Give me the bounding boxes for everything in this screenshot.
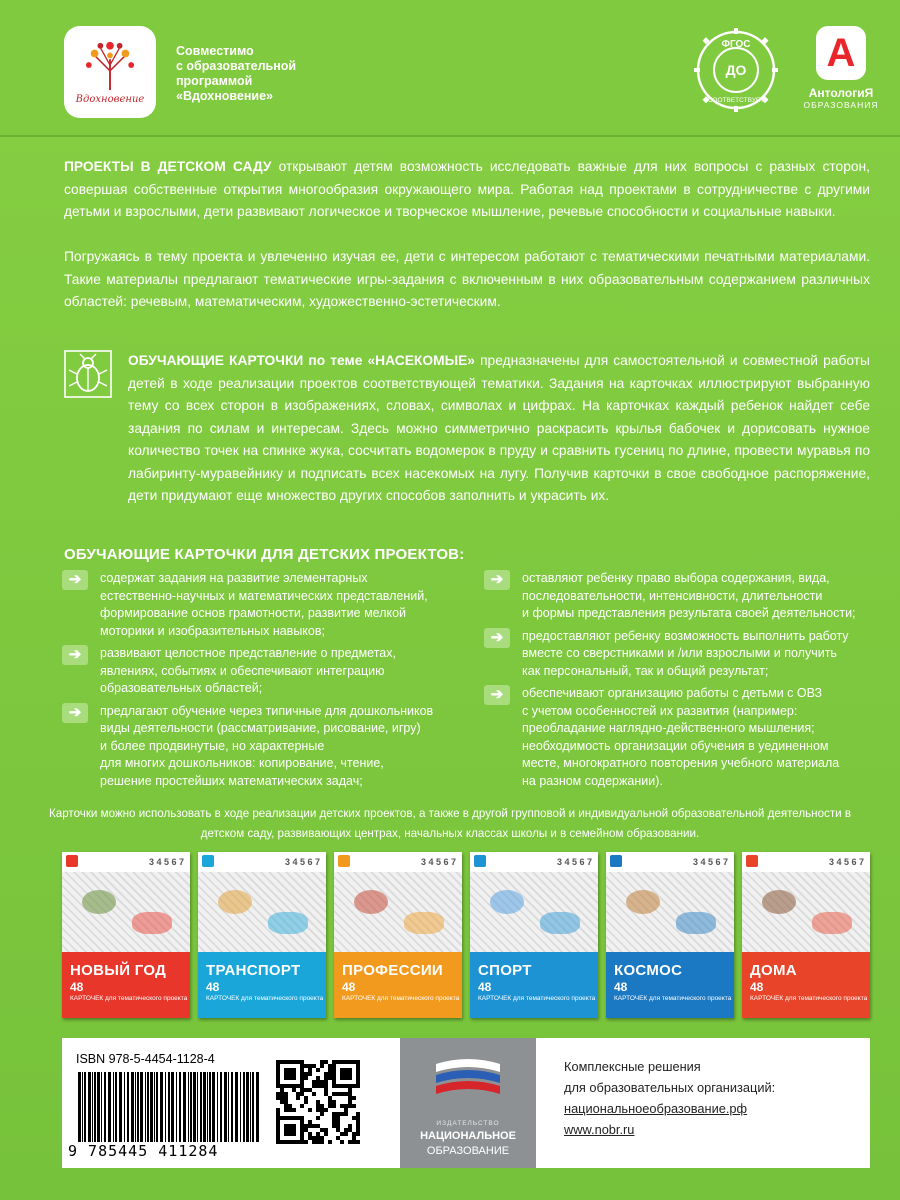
list-item-text: развивают целостное представление о предметах, явлениях, событиях и обеспечивают интеграцию образовательных областей; [100,646,396,695]
book-subtitle: КАРТОЧЕК для тематического проекта [342,995,460,1002]
barcode [76,1072,260,1142]
tree-icon [81,40,139,92]
book-ages: 3 4 5 6 7 [556,857,592,867]
book-count: 48 [750,980,764,994]
list-item [62,703,462,791]
publisher-name-line2: ОБРАЗОВАНИЕ [426,1145,510,1157]
list-item [62,570,462,640]
cards-lead: ОБУЧАЮЩИЕ КАРТОЧКИ по теме «НАСЕКОМЫЕ» [128,353,475,368]
compat-line: программой [176,74,253,88]
arrow-right-icon: ➔ [484,685,510,705]
series-icon [202,855,214,867]
contact-line: Комплексные решения [564,1059,701,1074]
list-item-text: оставляют ребенку право выбора содержания, вида, последовательности, интенсивности, длительности и формы представления результата своей деятельности; [522,571,856,620]
intro-paragraph [64,156,870,224]
book-subtitle: КАРТОЧЕК для тематического проекта [70,995,188,1002]
compat-line: Совместимо [176,44,254,58]
book-title-bar [334,952,462,1018]
book-title-bar [470,952,598,1018]
book-cover [198,852,326,1018]
arrow-right-icon: ➔ [62,703,88,723]
list-item-text: предлагают обучение через типичные для дошкольников виды деятельности (рассматривание, рисование, игру) и более продвинутые, но характерные для многих дошкольников: копирование, чтение, решение простейших математических задач; [100,703,434,788]
fgos-top-text: ФГОС [721,39,751,50]
vdokhnovenie-logo [64,26,156,118]
antologiya-name: АнтологиЯ [808,86,874,100]
book-cover [62,852,190,1018]
intro-paragraph-2: Погружаясь в тему проекта и увлеченно изучая ее, дети с интересом работают с тематическими печатными материалами. Такие материалы предлагают тематические игры-задания с включенным в них образовательным содержанием различных областей: речевым, математическим, художественно-эстетическим. [64,249,870,309]
book-cover [742,852,870,1018]
book-title: СПОРТ [478,962,532,979]
publisher-label: ИЗДАТЕЛЬСТВО [436,1120,500,1127]
book-title-bar [62,952,190,1018]
book-title-bar [198,952,326,1018]
flag-wings-icon [432,1056,504,1102]
book-title: ТРАНСПОРТ [206,962,301,979]
series-icon [338,855,350,867]
compatibility-note [176,44,336,104]
compat-line: «Вдохновение» [176,89,273,103]
website-link-rf[interactable]: национальноеобразование.рф [564,1101,748,1116]
series-icon [66,855,78,867]
book-subtitle: КАРТОЧЕК для тематического проекта [614,995,732,1002]
arrow-right-icon: ➔ [62,570,88,590]
list-item-text: предоставляют ребенку возможность выполнить работу вместе со сверстниками и /или взрослыми и получить как персональный, так и общий результат; [522,628,849,678]
book-count: 48 [342,980,356,994]
publisher-name-line1: НАЦИОНАЛЬНОЕ [420,1130,516,1142]
beetle-icon [64,350,112,398]
series-icon [474,855,486,867]
fgos-mid-text: ДО [725,62,747,78]
book-illustration [62,872,190,952]
qr-code [276,1060,360,1144]
contact-line: для образовательных организаций: [564,1080,776,1095]
book-illustration [742,872,870,952]
book-ages: 3 4 5 6 7 [284,857,320,867]
book-illustration [334,872,462,952]
list-item [484,570,874,623]
publisher-block [400,1038,536,1168]
fgos-badge [688,22,784,118]
book-title-bar [606,952,734,1018]
website-link-nobr[interactable]: www.nobr.ru [564,1122,635,1137]
compat-line: с образовательной [176,59,297,73]
book-subtitle: КАРТОЧЕК для тематического проекта [478,995,596,1002]
cards-paragraph [128,350,870,508]
book-ages: 3 4 5 6 7 [828,857,864,867]
book-illustration [198,872,326,952]
section-title: ОБУЧАЮЩИЕ КАРТОЧКИ ДЛЯ ДЕТСКИХ ПРОЕКТОВ: [64,546,465,563]
fgos-bottom-text: СООТВЕТСТВУЕТ [707,97,765,104]
antologiya-sub: ОБРАЗОВАНИЯ [803,100,879,110]
list-item-text: обеспечивают организацию работы с детьми с ОВЗ с учетом особенностей их развития (например: преобладание наглядно-действенного мышления; необходимость организации обучения в уединенном месте, многократного повторения учебного материала на разном содержании). [522,686,840,788]
book-title: ДОМА [750,962,797,979]
list-item-text: содержат задания на развитие элементарных естественно-научных и математических представлений, формирование основ грамотности, развитие мелкой моторики и изобразительных навыков; [100,571,428,638]
book-title-bar [742,952,870,1018]
book-subtitle: КАРТОЧЕК для тематического проекта [206,995,324,1002]
book-ages: 3 4 5 6 7 [692,857,728,867]
arrow-right-icon: ➔ [484,570,510,590]
book-cover [606,852,734,1018]
book-cover [334,852,462,1018]
logo-wordmark: Вдохновение [75,93,145,105]
barcode-number: 9 785445 411284 [68,1142,219,1160]
book-title: НОВЫЙ ГОД [70,962,167,979]
book-illustration [606,872,734,952]
bullets-right [484,570,874,795]
book-series [62,852,870,1018]
list-item [484,628,874,681]
book-ages: 3 4 5 6 7 [148,857,184,867]
list-item [484,685,874,790]
intro-text: открывают детям возможность исследовать важные для них вопросы с разных сторон, совершая собственные открытия многообразия окружающего мира. Работая над проектами в сотрудничестве с другими детьми и взрослыми, дети развивают логическое и творческое мышление, речевые способности и социальные навыки. [64,159,870,219]
book-title: ПРОФЕССИИ [342,962,443,979]
bullets-left [62,570,462,795]
book-title: КОСМОС [614,962,683,979]
isbn-text: ISBN 978-5-4454-1128-4 [76,1052,215,1066]
list-item [62,645,462,698]
book-count: 48 [614,980,628,994]
book-cover [470,852,598,1018]
book-count: 48 [70,980,84,994]
cards-text: предназначены для самостоятельной и совместной работы детей в ходе реализации проектов соответствующей тематики. Задания на карточках иллюстрируют выбранную тему со всех сторон в изображениях, словах, символах и цифрах. На карточках каждый ребенок найдет себе задания по силам и интересам. Здесь можно симметрично раскрасить крылья бабочек и дорисовать нужное количество точек на спинке жука, сосчитать водомерок в пруду и сравнить гусениц по длине, провести муравья по лабиринту-муравейнику и подписать всех насекомых на лугу. Получив карточки в свое свободное распоряжение, дети придумают еще множество других способов заполнить и украсить их. [128,353,870,503]
contact-info [564,1056,864,1140]
book-count: 48 [478,980,492,994]
antologiya-letter: А [816,26,866,80]
arrow-right-icon: ➔ [484,628,510,648]
usage-note: Карточки можно использовать в ходе реализации детских проектов, а также в другой групповой и индивидуальной образовательной деятельности в детском саду, развивающих центрах, начальных классах школы и в семейном образовании. [49,807,851,840]
footer-panel [62,1038,870,1168]
series-icon [610,855,622,867]
antologiya-logo [796,26,886,110]
book-subtitle: КАРТОЧЕК для тематического проекта [750,995,868,1002]
series-icon [746,855,758,867]
book-illustration [470,872,598,952]
book-ages: 3 4 5 6 7 [420,857,456,867]
intro-lead: ПРОЕКТЫ В ДЕТСКОМ САДУ [64,159,272,174]
book-count: 48 [206,980,220,994]
arrow-right-icon: ➔ [62,645,88,665]
